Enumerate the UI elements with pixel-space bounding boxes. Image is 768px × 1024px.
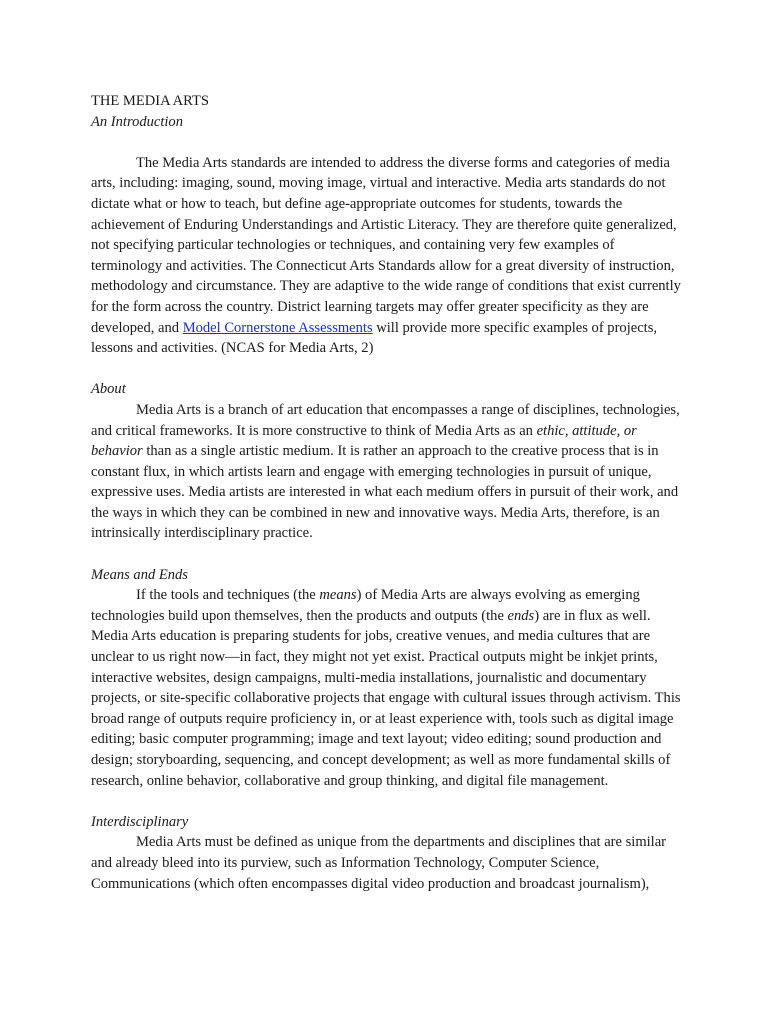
ends-emphasis: ends <box>507 607 535 624</box>
about-paragraph <box>91 400 688 544</box>
model-cornerstone-assessments-link[interactable]: Model Cornerstone Assessments <box>182 319 373 336</box>
means-ends-text-1: If the tools and techniques (the <box>136 587 320 604</box>
about-heading: About <box>91 381 126 398</box>
document-title: THE MEDIA ARTS <box>91 93 209 109</box>
document-subtitle: An Introduction <box>91 113 183 130</box>
intro-paragraph <box>91 153 688 359</box>
means-ends-heading: Means and Ends <box>91 566 188 583</box>
about-emphasis: ethic, attitude, or behavior <box>91 422 637 460</box>
about-text-2: than as a single artistic medium. It is rather an approach to the creative process that is in constant flux, in which artists learn and engage with emerging technologies in pursuit of unique, expressive uses. Media artists are interested in what each medium offers in pursuit of their work, and the ways in which they can be combined in new and innovative ways. Media Arts, therefore, is an intrinsically interdisciplinary practice. <box>91 443 679 542</box>
means-emphasis: means <box>319 587 357 604</box>
spacer <box>91 359 688 380</box>
intro-text-before-link: The Media Arts standards are intended to address the diverse forms and categories of media arts, including: imaging, sound, moving image, virtual and interactive. Media arts standards do not dictate what or how to teach, but define age-appropriate outcomes for students, towards the achievement of Enduring Understandings and Artistic Literacy. They are therefore quite generalized, not specifying particular technologies or techniques, and containing very few examples of terminology and activities. The Connecticut Arts Standards allow for a great diversity of instruction, methodology and circumstance. They are adaptive to the wide range of conditions that exist currently for the form across the country. District learning targets may offer greater specificity as they are developed, and <box>91 154 681 336</box>
intro-text-after-link: will provide more specific examples of projects, lessons and activities. (NCAS for Media Arts, 2) <box>91 319 657 357</box>
spacer <box>91 791 688 812</box>
means-ends-paragraph <box>91 585 688 791</box>
about-text-1: Media Arts is a branch of art education that encompasses a range of disciplines, technologies, and critical frameworks. It is more constructive to think of Media Arts as an <box>91 401 680 439</box>
interdisciplinary-paragraph: Media Arts must be defined as unique from the departments and disciplines that are similar and already bleed into its purview, such as Information Technology, Computer Science, Communications (which often encompasses digital video production and broadcast journalism), <box>91 834 667 892</box>
means-ends-text-3: ) are in flux as well. Media Arts education is preparing students for jobs, creative venues, and media cultures that are unclear to us right now—in fact, they might not yet exist. Practical outputs might be inkjet prints, interactive websites, design campaigns, multi-media installations, journalistic and documentary projects, or site-specific collaborative projects that engage with cultural issues through activism. This broad range of outputs require proficiency in, or at least experience with, tools such as digital image editing; basic computer programming; image and text layout; video editing; sound production and design; storyboarding, sequencing, and concept development; as well as more fundamental skills of research, online behavior, collaborative and group thinking, and digital file management. <box>91 607 681 789</box>
spacer <box>91 132 688 153</box>
means-ends-text-2: ) of Media Arts are always evolving as emerging technologies build upon themselves, then the products and outputs (the <box>91 587 640 624</box>
spacer <box>91 544 688 565</box>
interdisciplinary-heading: Interdisciplinary <box>91 813 189 830</box>
